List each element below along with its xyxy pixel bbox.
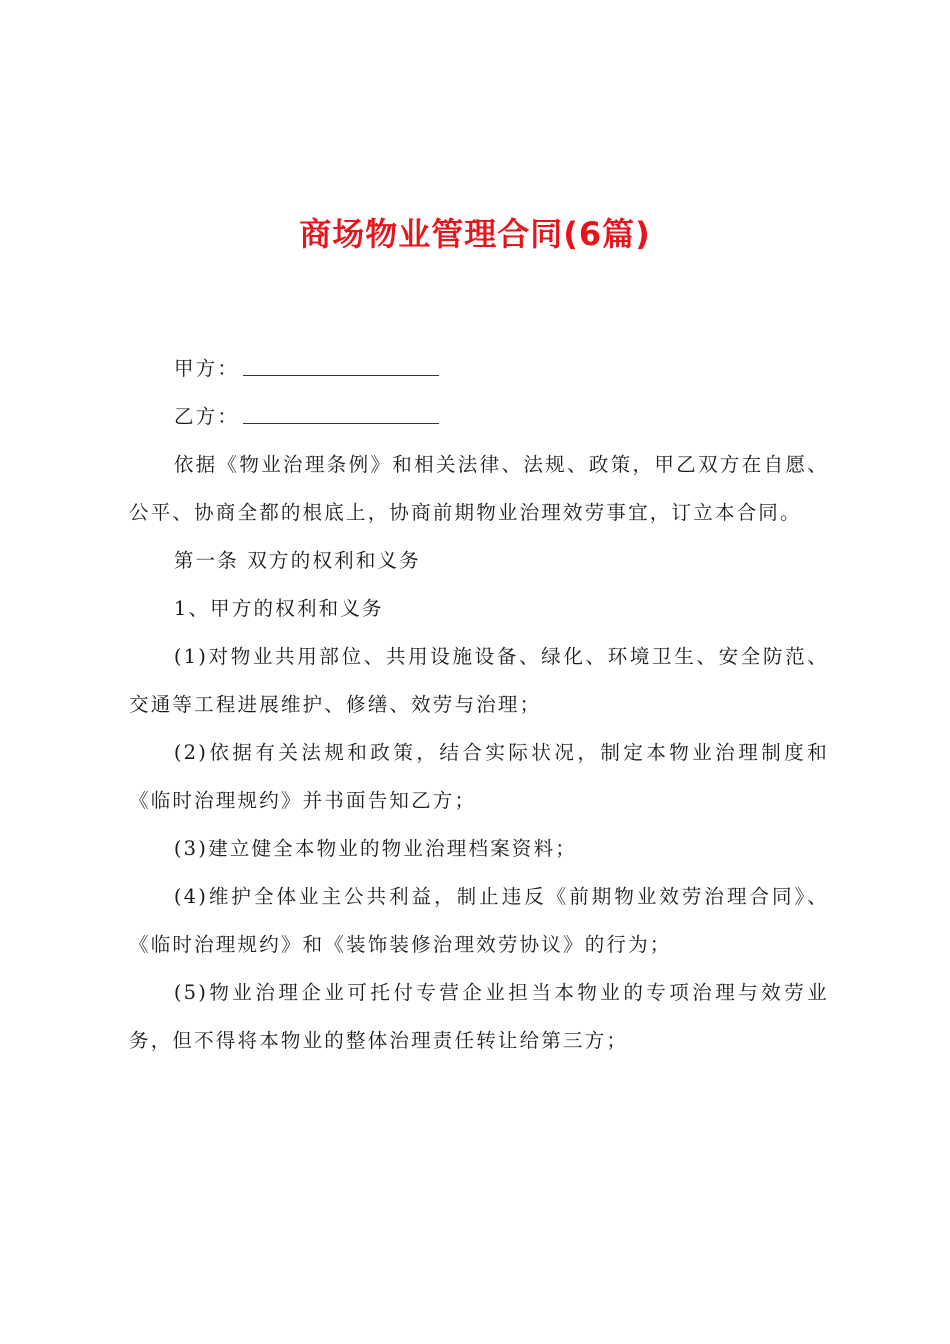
clause-3: (3)建立健全本物业的物业治理档案资料； xyxy=(173,837,577,860)
party-a-blank xyxy=(243,345,439,376)
party-b-label: 乙方： xyxy=(174,405,240,428)
document-title: 商场物业管理合同(6篇) xyxy=(299,215,651,253)
party-a-line xyxy=(129,345,829,393)
document-body xyxy=(129,345,829,1065)
section-heading: 1、甲方的权利和义务 xyxy=(173,597,384,620)
article-heading: 第一条 双方的权利和义务 xyxy=(173,549,421,572)
party-b-line xyxy=(129,393,829,441)
clause-5: (5)物业治理企业可托付专营企业担当本物业的专项治理与效劳业务，但不得将本物业的整体治理责任转让给第三方； xyxy=(129,981,829,1052)
paragraph-intro: 依据《物业治理条例》和相关法律、法规、政策，甲乙双方在自愿、公平、协商全都的根底上，协商前期物业治理效劳事宜，订立本合同。 xyxy=(129,453,829,524)
clause-4: (4)维护全体业主公共利益，制止违反《前期物业效劳治理合同》、《临时治理规约》和《装饰装修治理效劳协议》的行为； xyxy=(129,885,829,956)
clause-1: (1)对物业共用部位、共用设施设备、绿化、环境卫生、安全防范、交通等工程进展维护、修缮、效劳与治理； xyxy=(129,645,829,716)
party-b-blank xyxy=(243,393,439,424)
party-a-label: 甲方： xyxy=(174,357,240,380)
clause-2: (2)依据有关法规和政策，结合实际状况，制定本物业治理制度和《临时治理规约》并书面告知乙方； xyxy=(129,741,829,812)
